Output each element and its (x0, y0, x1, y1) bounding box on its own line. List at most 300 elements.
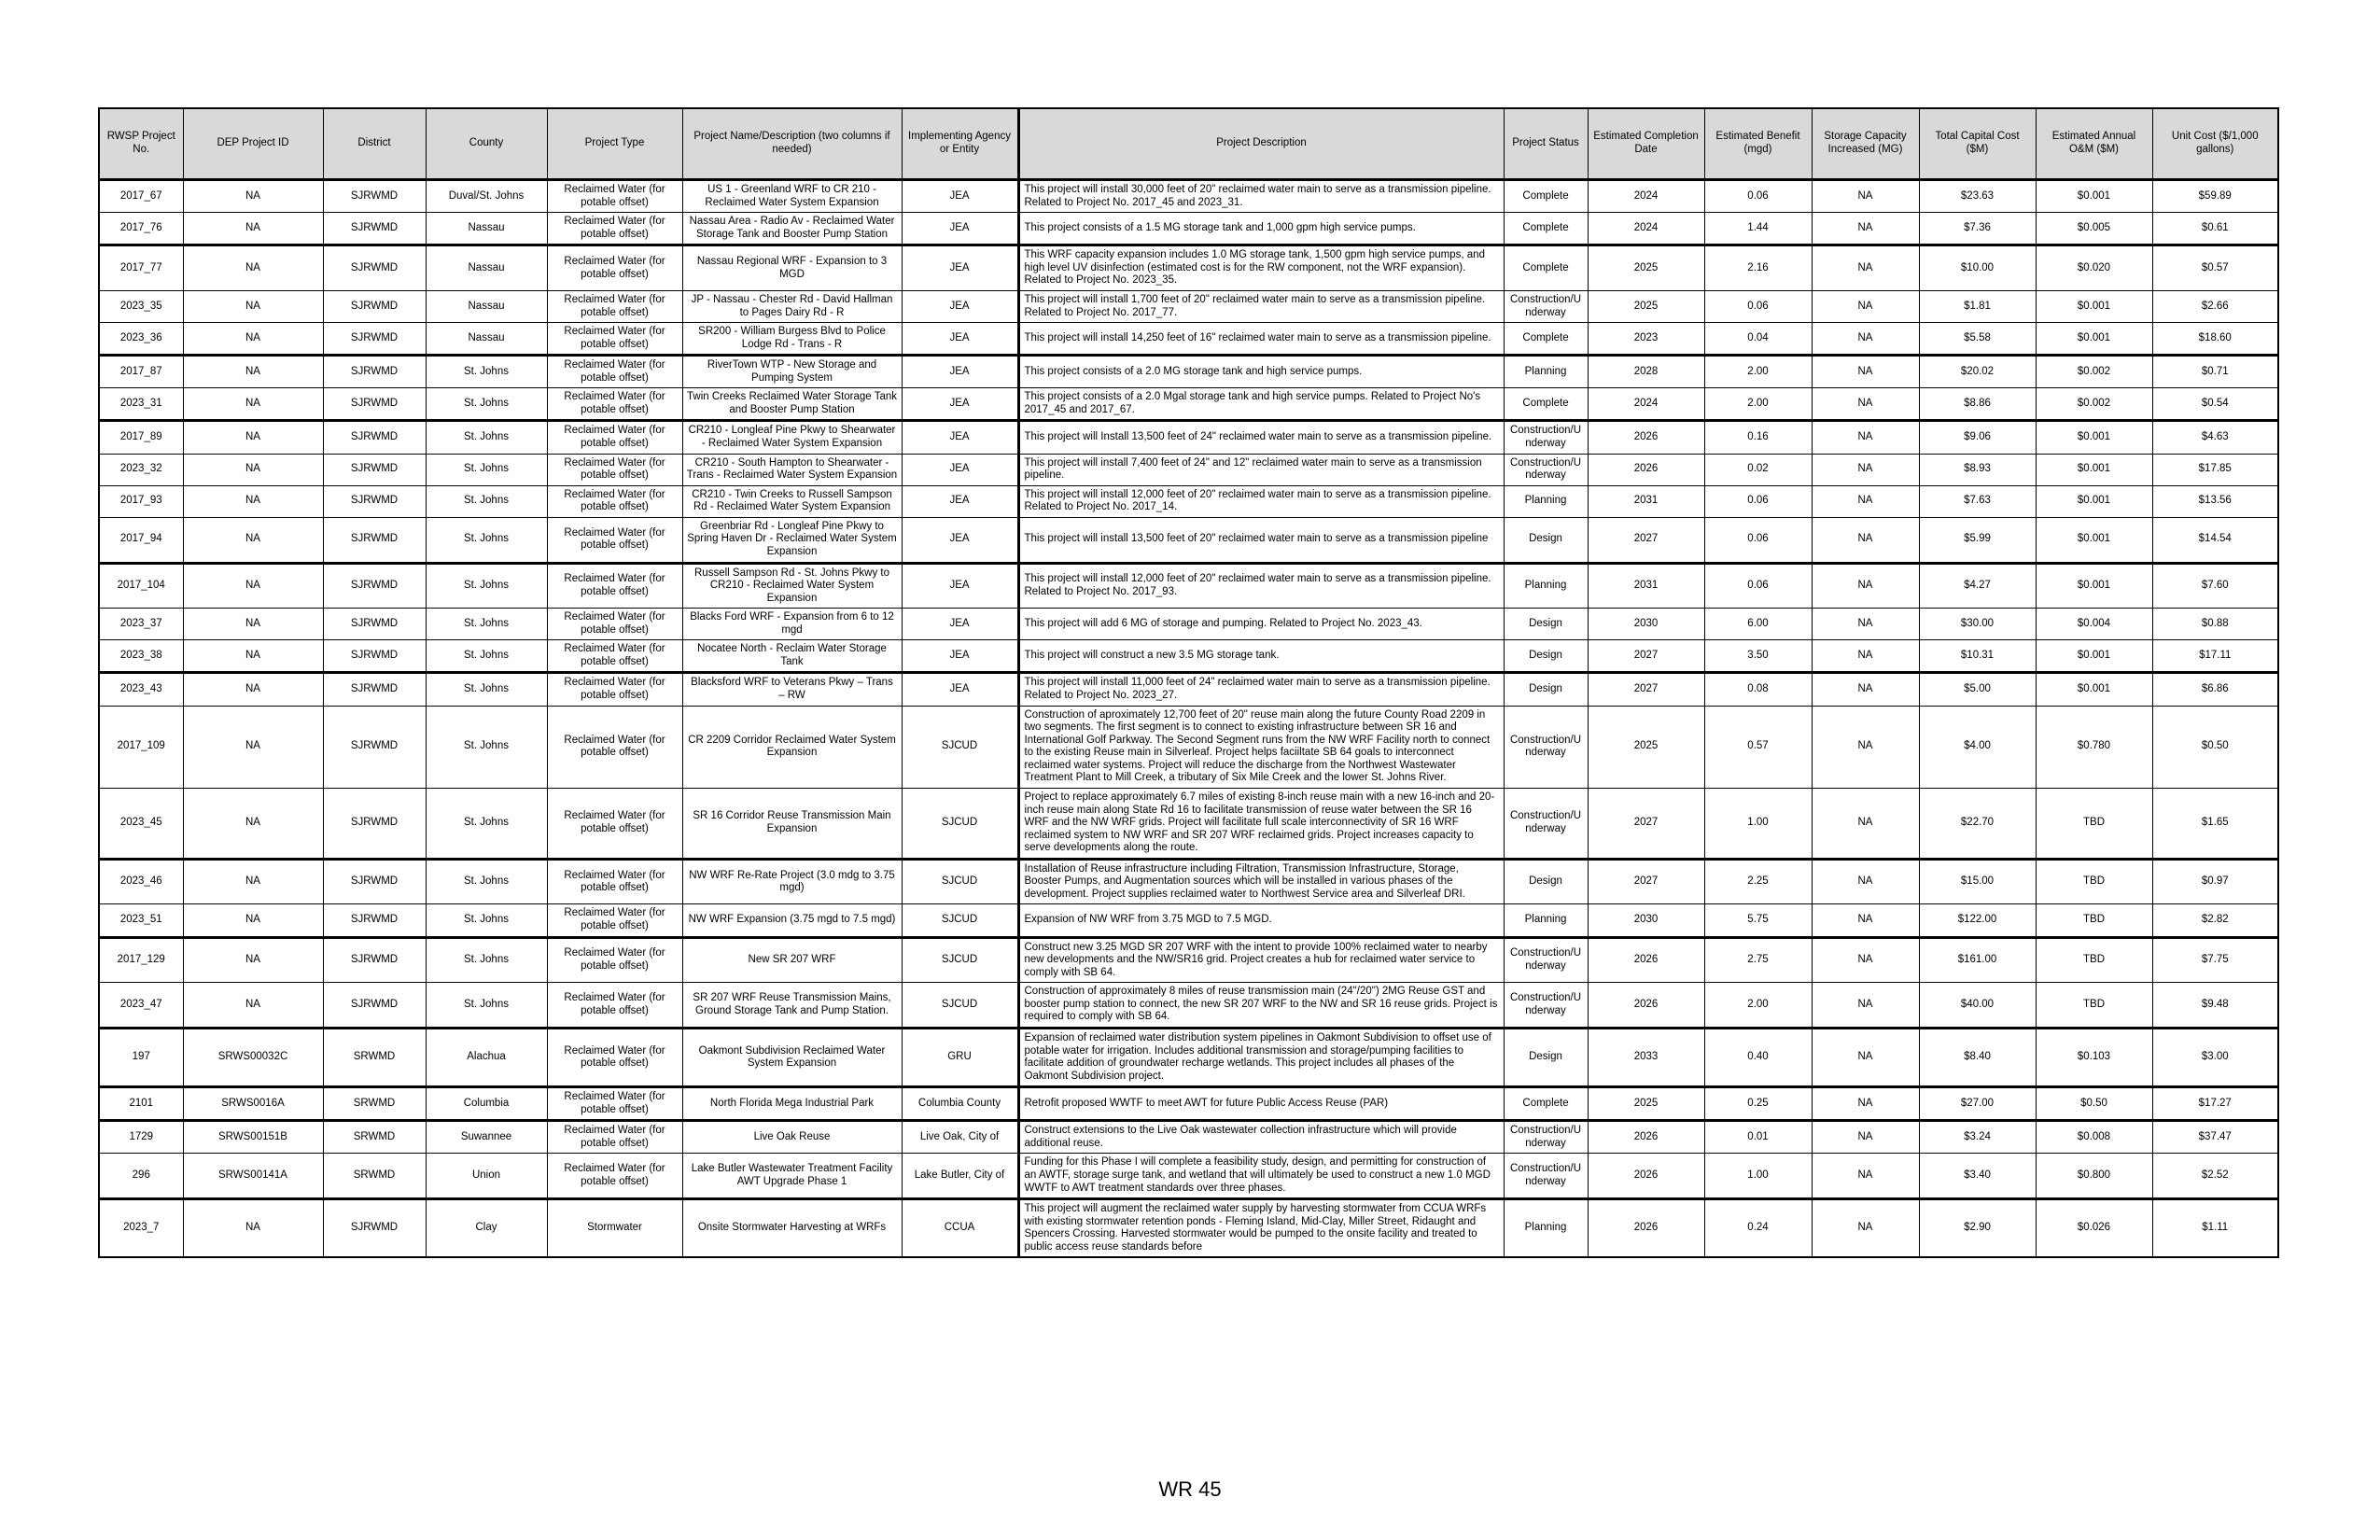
cell-benefit: 3.50 (1704, 640, 1812, 673)
cell-description: This project consists of a 2.0 MG storage tank and high service pumps. (1018, 356, 1504, 388)
cell-name: Lake Butler Wastewater Treatment Facility AWT Upgrade Phase 1 (682, 1154, 902, 1199)
cell-description: Funding for this Phase I will complete a feasibility study, design, and permitting for construction of an AWTF, storage surge tank, and wetland that will ultimately be used to construct a new 1.0 MGD WWTF to AWT treatment standards over three phases. (1018, 1154, 1504, 1199)
cell-benefit: 1.00 (1704, 788, 1812, 859)
cell-name: SR 16 Corridor Reuse Transmission Main Expansion (682, 788, 902, 859)
cell-dep_id: SRWS00151B (183, 1121, 323, 1154)
cell-county: St. Johns (426, 609, 547, 640)
cell-county: Duval/St. Johns (426, 180, 547, 213)
cell-name: RiverTown WTP - New Storage and Pumping System (682, 356, 902, 388)
cell-district: SJRWMD (323, 609, 426, 640)
cell-district: SJRWMD (323, 640, 426, 673)
cell-om: TBD (2036, 937, 2152, 983)
cell-district: SRWMD (323, 1028, 426, 1086)
cell-name: Nocatee North - Reclaim Water Storage Tank (682, 640, 902, 673)
cell-name: CR210 - Longleaf Pine Pkwy to Shearwater - Reclaimed Water System Expansion (682, 421, 902, 454)
cell-rwsp_no: 197 (99, 1028, 183, 1086)
cell-dep_id: NA (183, 388, 323, 421)
column-header-benefit: Estimated Benefit (mgd) (1704, 108, 1812, 180)
table-row (99, 1154, 2278, 1199)
cell-dep_id: NA (183, 180, 323, 213)
cell-completion: 2024 (1588, 388, 1704, 421)
cell-unit_cost: $3.00 (2152, 1028, 2278, 1086)
table-row (99, 673, 2278, 706)
column-header-description: Project Description (1018, 108, 1504, 180)
cell-capital: $3.40 (1919, 1154, 2036, 1199)
cell-county: Union (426, 1154, 547, 1199)
cell-status: Complete (1504, 388, 1588, 421)
column-header-type: Project Type (547, 108, 682, 180)
cell-unit_cost: $0.61 (2152, 213, 2278, 245)
cell-description: This project will install 7,400 feet of 24" and 12" reclaimed water main to serve as a transmission pipeline. (1018, 454, 1504, 485)
cell-benefit: 0.01 (1704, 1121, 1812, 1154)
table-row (99, 421, 2278, 454)
cell-capital: $22.70 (1919, 788, 2036, 859)
cell-completion: 2030 (1588, 904, 1704, 937)
cell-unit_cost: $2.52 (2152, 1154, 2278, 1199)
cell-dep_id: NA (183, 356, 323, 388)
cell-name: Onsite Stormwater Harvesting at WRFs (682, 1199, 902, 1258)
cell-capital: $7.36 (1919, 213, 2036, 245)
cell-agency: JEA (902, 356, 1018, 388)
cell-storage: NA (1812, 788, 1919, 859)
cell-storage: NA (1812, 937, 1919, 983)
cell-type: Stormwater (547, 1199, 682, 1258)
page-number: WR 45 (1158, 1477, 1222, 1501)
cell-status: Construction/Underway (1504, 983, 1588, 1029)
cell-unit_cost: $6.86 (2152, 673, 2278, 706)
column-header-dep_id: DEP Project ID (183, 108, 323, 180)
cell-storage: NA (1812, 563, 1919, 609)
cell-capital: $5.58 (1919, 323, 2036, 356)
cell-rwsp_no: 2101 (99, 1087, 183, 1121)
cell-om: $0.001 (2036, 180, 2152, 213)
cell-type: Reclaimed Water (for potable offset) (547, 323, 682, 356)
cell-benefit: 1.44 (1704, 213, 1812, 245)
cell-agency: JEA (902, 213, 1018, 245)
cell-agency: JEA (902, 323, 1018, 356)
table-row (99, 859, 2278, 904)
cell-status: Construction/Underway (1504, 421, 1588, 454)
cell-county: St. Johns (426, 517, 547, 563)
cell-type: Reclaimed Water (for potable offset) (547, 421, 682, 454)
cell-rwsp_no: 296 (99, 1154, 183, 1199)
cell-district: SJRWMD (323, 485, 426, 517)
cell-county: Suwannee (426, 1121, 547, 1154)
cell-unit_cost: $7.60 (2152, 563, 2278, 609)
cell-agency: JEA (902, 454, 1018, 485)
table-body (99, 180, 2278, 1258)
cell-unit_cost: $37.47 (2152, 1121, 2278, 1154)
cell-completion: 2031 (1588, 563, 1704, 609)
cell-om: TBD (2036, 859, 2152, 904)
cell-rwsp_no: 2023_51 (99, 904, 183, 937)
cell-county: St. Johns (426, 454, 547, 485)
cell-completion: 2025 (1588, 245, 1704, 291)
cell-storage: NA (1812, 245, 1919, 291)
cell-completion: 2023 (1588, 323, 1704, 356)
cell-completion: 2026 (1588, 1121, 1704, 1154)
cell-benefit: 2.25 (1704, 859, 1812, 904)
column-header-district: District (323, 108, 426, 180)
cell-name: NW WRF Expansion (3.75 mgd to 7.5 mgd) (682, 904, 902, 937)
cell-status: Planning (1504, 1199, 1588, 1258)
cell-name: Nassau Regional WRF - Expansion to 3 MGD (682, 245, 902, 291)
cell-description: Construction of approximately 8 miles of reuse transmission main (24"/20") 2MG Reuse GST and booster pump station to connect, the new SR 207 WRF to the NW and SR 16 reuse grids. Project is required to comply with SB 64. (1018, 983, 1504, 1029)
cell-type: Reclaimed Water (for potable offset) (547, 640, 682, 673)
cell-type: Reclaimed Water (for potable offset) (547, 983, 682, 1029)
column-header-agency: Implementing Agency or Entity (902, 108, 1018, 180)
cell-unit_cost: $18.60 (2152, 323, 2278, 356)
cell-description: This project will augment the reclaimed water supply by harvesting stormwater from CCUA WRFs with existing stormwater retention ponds - Fleming Island, Mid-Clay, Miller Street, Ridaught and Spencers Crossing. Harvested stormwater would be pumped to the onsite facility and treated to public access reuse standards before (1018, 1199, 1504, 1258)
cell-district: SRWMD (323, 1087, 426, 1121)
cell-storage: NA (1812, 859, 1919, 904)
cell-dep_id: NA (183, 485, 323, 517)
cell-storage: NA (1812, 323, 1919, 356)
cell-district: SJRWMD (323, 323, 426, 356)
cell-county: St. Johns (426, 356, 547, 388)
cell-type: Reclaimed Water (for potable offset) (547, 356, 682, 388)
cell-unit_cost: $13.56 (2152, 485, 2278, 517)
cell-benefit: 0.06 (1704, 517, 1812, 563)
cell-om: TBD (2036, 983, 2152, 1029)
cell-capital: $3.24 (1919, 1121, 2036, 1154)
cell-type: Reclaimed Water (for potable offset) (547, 1028, 682, 1086)
cell-county: Columbia (426, 1087, 547, 1121)
cell-storage: NA (1812, 673, 1919, 706)
cell-type: Reclaimed Water (for potable offset) (547, 517, 682, 563)
cell-om: $0.001 (2036, 517, 2152, 563)
cell-benefit: 0.08 (1704, 673, 1812, 706)
cell-dep_id: NA (183, 609, 323, 640)
table-row (99, 180, 2278, 213)
cell-storage: NA (1812, 1199, 1919, 1258)
cell-storage: NA (1812, 1154, 1919, 1199)
cell-status: Planning (1504, 563, 1588, 609)
table-row (99, 937, 2278, 983)
cell-county: Alachua (426, 1028, 547, 1086)
cell-storage: NA (1812, 904, 1919, 937)
cell-agency: SJCUD (902, 904, 1018, 937)
cell-storage: NA (1812, 517, 1919, 563)
cell-capital: $4.27 (1919, 563, 2036, 609)
cell-rwsp_no: 2023_38 (99, 640, 183, 673)
cell-rwsp_no: 2023_47 (99, 983, 183, 1029)
cell-district: SJRWMD (323, 356, 426, 388)
cell-benefit: 0.24 (1704, 1199, 1812, 1258)
cell-unit_cost: $0.57 (2152, 245, 2278, 291)
cell-capital: $40.00 (1919, 983, 2036, 1029)
cell-name: CR 2209 Corridor Reclaimed Water System Expansion (682, 706, 902, 788)
cell-county: Clay (426, 1199, 547, 1258)
cell-unit_cost: $59.89 (2152, 180, 2278, 213)
cell-description: This project consists of a 2.0 Mgal storage tank and high service pumps. Related to Project No's 2017_45 and 2017_67. (1018, 388, 1504, 421)
cell-benefit: 0.06 (1704, 290, 1812, 322)
table-row (99, 323, 2278, 356)
cell-storage: NA (1812, 388, 1919, 421)
cell-om: TBD (2036, 904, 2152, 937)
cell-county: St. Johns (426, 485, 547, 517)
cell-status: Construction/Underway (1504, 706, 1588, 788)
cell-completion: 2027 (1588, 859, 1704, 904)
cell-storage: NA (1812, 1121, 1919, 1154)
cell-completion: 2027 (1588, 788, 1704, 859)
cell-om: $0.001 (2036, 454, 2152, 485)
cell-description: Project to replace approximately 6.7 miles of existing 8-inch reuse main with a new 16-inch and 20-inch reuse main along State Rd 16 to facilitate transmission of reuse water between the SR 16 WRF and the NW WRF grids. Project will facilitate full scale interconnectivity of SR 16 WRF reclaimed system to NW WRF and SR 207 WRF reclaimed grids. Project increases capacity to serve developments along the route. (1018, 788, 1504, 859)
cell-agency: JEA (902, 245, 1018, 291)
cell-county: St. Johns (426, 983, 547, 1029)
cell-status: Complete (1504, 245, 1588, 291)
cell-district: SJRWMD (323, 517, 426, 563)
cell-rwsp_no: 2017_109 (99, 706, 183, 788)
cell-storage: NA (1812, 454, 1919, 485)
cell-agency: Live Oak, City of (902, 1121, 1018, 1154)
cell-om: TBD (2036, 788, 2152, 859)
cell-capital: $8.93 (1919, 454, 2036, 485)
cell-storage: NA (1812, 983, 1919, 1029)
cell-name: Russell Sampson Rd - St. Johns Pkwy to CR210 - Reclaimed Water System Expansion (682, 563, 902, 609)
table-row (99, 1121, 2278, 1154)
cell-district: SRWMD (323, 1121, 426, 1154)
cell-om: $0.001 (2036, 290, 2152, 322)
cell-benefit: 6.00 (1704, 609, 1812, 640)
cell-county: St. Johns (426, 788, 547, 859)
cell-storage: NA (1812, 640, 1919, 673)
cell-description: This project will install 12,000 feet of 20" reclaimed water main to serve as a transmission pipeline. Related to Project No. 2017_14. (1018, 485, 1504, 517)
cell-om: $0.001 (2036, 673, 2152, 706)
cell-agency: JEA (902, 485, 1018, 517)
cell-name: CR210 - Twin Creeks to Russell Sampson Rd - Reclaimed Water System Expansion (682, 485, 902, 517)
cell-om: $0.001 (2036, 563, 2152, 609)
cell-storage: NA (1812, 609, 1919, 640)
cell-om: $0.026 (2036, 1199, 2152, 1258)
cell-county: St. Johns (426, 388, 547, 421)
cell-district: SJRWMD (323, 788, 426, 859)
cell-description: This project will install 1,700 feet of 20" reclaimed water main to serve as a transmission pipeline. Related to Project No. 2017_77. (1018, 290, 1504, 322)
cell-type: Reclaimed Water (for potable offset) (547, 213, 682, 245)
cell-county: Nassau (426, 290, 547, 322)
cell-rwsp_no: 2023_31 (99, 388, 183, 421)
cell-benefit: 0.16 (1704, 421, 1812, 454)
cell-storage: NA (1812, 290, 1919, 322)
cell-status: Planning (1504, 485, 1588, 517)
table-row (99, 454, 2278, 485)
cell-completion: 2026 (1588, 1154, 1704, 1199)
cell-agency: JEA (902, 290, 1018, 322)
cell-rwsp_no: 2017_89 (99, 421, 183, 454)
cell-agency: JEA (902, 673, 1018, 706)
cell-type: Reclaimed Water (for potable offset) (547, 388, 682, 421)
cell-storage: NA (1812, 1028, 1919, 1086)
cell-status: Planning (1504, 904, 1588, 937)
cell-type: Reclaimed Water (for potable offset) (547, 1154, 682, 1199)
cell-agency: JEA (902, 421, 1018, 454)
cell-district: SJRWMD (323, 859, 426, 904)
cell-district: SJRWMD (323, 937, 426, 983)
cell-agency: JEA (902, 609, 1018, 640)
cell-county: Nassau (426, 245, 547, 291)
cell-benefit: 0.40 (1704, 1028, 1812, 1086)
cell-name: Oakmont Subdivision Reclaimed Water System Expansion (682, 1028, 902, 1086)
cell-benefit: 1.00 (1704, 1154, 1812, 1199)
cell-status: Design (1504, 1028, 1588, 1086)
cell-dep_id: NA (183, 1199, 323, 1258)
cell-om: $0.020 (2036, 245, 2152, 291)
cell-completion: 2027 (1588, 517, 1704, 563)
table-row (99, 788, 2278, 859)
table-row (99, 485, 2278, 517)
cell-capital: $4.00 (1919, 706, 2036, 788)
cell-unit_cost: $0.50 (2152, 706, 2278, 788)
cell-name: JP - Nassau - Chester Rd - David Hallman to Pages Dairy Rd - R (682, 290, 902, 322)
cell-storage: NA (1812, 485, 1919, 517)
table-row (99, 1199, 2278, 1258)
cell-storage: NA (1812, 356, 1919, 388)
cell-description: This project will Install 13,500 feet of 24" reclaimed water main to serve as a transmission pipeline. (1018, 421, 1504, 454)
cell-agency: CCUA (902, 1199, 1018, 1258)
cell-dep_id: NA (183, 563, 323, 609)
cell-dep_id: NA (183, 290, 323, 322)
cell-capital: $27.00 (1919, 1087, 2036, 1121)
cell-om: $0.103 (2036, 1028, 2152, 1086)
cell-county: St. Johns (426, 937, 547, 983)
cell-unit_cost: $4.63 (2152, 421, 2278, 454)
cell-description: This project will install 14,250 feet of 16" reclaimed water main to serve as a transmission pipeline. (1018, 323, 1504, 356)
cell-type: Reclaimed Water (for potable offset) (547, 937, 682, 983)
cell-description: Installation of Reuse infrastructure including Filtration, Transmission Infrastructure, Storage, Booster Pumps, and Augmentation sources which will be installed in various phases of the development. Project supplies reclaimed water to Northwest Service area and Silverleaf DRI. (1018, 859, 1504, 904)
cell-rwsp_no: 2017_67 (99, 180, 183, 213)
cell-status: Design (1504, 517, 1588, 563)
cell-completion: 2026 (1588, 454, 1704, 485)
cell-completion: 2024 (1588, 213, 1704, 245)
table-row (99, 904, 2278, 937)
cell-agency: Columbia County (902, 1087, 1018, 1121)
cell-county: Nassau (426, 213, 547, 245)
cell-rwsp_no: 2023_32 (99, 454, 183, 485)
cell-agency: SJCUD (902, 983, 1018, 1029)
cell-completion: 2026 (1588, 421, 1704, 454)
cell-capital: $10.31 (1919, 640, 2036, 673)
cell-benefit: 2.75 (1704, 937, 1812, 983)
table-row (99, 1087, 2278, 1121)
cell-name: SR 207 WRF Reuse Transmission Mains, Ground Storage Tank and Pump Station. (682, 983, 902, 1029)
cell-dep_id: SRWS0016A (183, 1087, 323, 1121)
cell-capital: $161.00 (1919, 937, 2036, 983)
cell-description: This project will install 13,500 feet of 20" reclaimed water main to serve as a transmission pipeline (1018, 517, 1504, 563)
cell-om: $0.001 (2036, 640, 2152, 673)
cell-capital: $9.06 (1919, 421, 2036, 454)
cell-status: Construction/Underway (1504, 1154, 1588, 1199)
cell-om: $0.001 (2036, 421, 2152, 454)
cell-completion: 2026 (1588, 1199, 1704, 1258)
column-header-completion: Estimated Completion Date (1588, 108, 1704, 180)
cell-name: North Florida Mega Industrial Park (682, 1087, 902, 1121)
cell-district: SJRWMD (323, 388, 426, 421)
cell-district: SJRWMD (323, 563, 426, 609)
cell-storage: NA (1812, 1087, 1919, 1121)
cell-county: St. Johns (426, 904, 547, 937)
cell-unit_cost: $14.54 (2152, 517, 2278, 563)
cell-completion: 2024 (1588, 180, 1704, 213)
table-row (99, 290, 2278, 322)
cell-district: SJRWMD (323, 673, 426, 706)
cell-description: Expansion of reclaimed water distribution system pipelines in Oakmont Subdivision to offset use of potable water for irrigation. Includes additional transmission and storage/pumping facilities to facilitate addition of groundwater recharge wetlands. This project includes all phases of the Oakmont Subdivision project. (1018, 1028, 1504, 1086)
cell-description: Construction of aproximately 12,700 feet of 20" reuse main along the future County Road 2209 in two segments. The first segment is to connect to existing infrastructure between SR 16 and International Golf Parkway. The Second Segment runs from the NW WRF Facility north to connect to the existing Reuse main in Silverleaf. Project helps faciiltate SB 64 goals to interconnect reclaimed water systems. Project will reduce the discharge from the Northwest Wastewater Treatment Plant to Mill Creek, a tributary of Six Mile Creek and the lower St. Johns River. (1018, 706, 1504, 788)
cell-dep_id: NA (183, 788, 323, 859)
cell-name: Greenbriar Rd - Longleaf Pine Pkwy to Spring Haven Dr - Reclaimed Water System Expansion (682, 517, 902, 563)
table-row (99, 517, 2278, 563)
table-row (99, 388, 2278, 421)
cell-unit_cost: $1.11 (2152, 1199, 2278, 1258)
cell-name: US 1 - Greenland WRF to CR 210 - Reclaimed Water System Expansion (682, 180, 902, 213)
cell-type: Reclaimed Water (for potable offset) (547, 290, 682, 322)
cell-description: Construct new 3.25 MGD SR 207 WRF with the intent to provide 100% reclaimed water to nearby new developments and the NW/SR16 grid. Project creates a hub for reclaimed water service to comply with SB 64. (1018, 937, 1504, 983)
cell-benefit: 5.75 (1704, 904, 1812, 937)
cell-storage: NA (1812, 706, 1919, 788)
cell-status: Complete (1504, 180, 1588, 213)
cell-agency: JEA (902, 640, 1018, 673)
cell-unit_cost: $0.54 (2152, 388, 2278, 421)
cell-completion: 2025 (1588, 1087, 1704, 1121)
cell-completion: 2026 (1588, 983, 1704, 1029)
cell-unit_cost: $17.27 (2152, 1087, 2278, 1121)
cell-dep_id: NA (183, 323, 323, 356)
cell-om: $0.50 (2036, 1087, 2152, 1121)
cell-status: Construction/Underway (1504, 454, 1588, 485)
cell-county: St. Johns (426, 859, 547, 904)
cell-rwsp_no: 2017_76 (99, 213, 183, 245)
table-row (99, 640, 2278, 673)
cell-status: Complete (1504, 1087, 1588, 1121)
cell-name: SR200 - William Burgess Blvd to Police Lodge Rd - Trans - R (682, 323, 902, 356)
cell-completion: 2027 (1588, 640, 1704, 673)
cell-capital: $1.81 (1919, 290, 2036, 322)
cell-dep_id: NA (183, 673, 323, 706)
cell-dep_id: SRWS00141A (183, 1154, 323, 1199)
cell-agency: SJCUD (902, 706, 1018, 788)
cell-capital: $5.99 (1919, 517, 2036, 563)
cell-completion: 2025 (1588, 706, 1704, 788)
table-row (99, 213, 2278, 245)
cell-rwsp_no: 2017_94 (99, 517, 183, 563)
cell-agency: GRU (902, 1028, 1018, 1086)
table-row (99, 356, 2278, 388)
cell-county: St. Johns (426, 421, 547, 454)
cell-type: Reclaimed Water (for potable offset) (547, 245, 682, 291)
cell-om: $0.001 (2036, 485, 2152, 517)
cell-capital: $20.02 (1919, 356, 2036, 388)
cell-district: SJRWMD (323, 421, 426, 454)
cell-unit_cost: $17.85 (2152, 454, 2278, 485)
cell-agency: SJCUD (902, 937, 1018, 983)
column-header-om: Estimated Annual O&M ($M) (2036, 108, 2152, 180)
cell-agency: JEA (902, 388, 1018, 421)
cell-benefit: 2.00 (1704, 388, 1812, 421)
column-header-rwsp_no: RWSP Project No. (99, 108, 183, 180)
cell-dep_id: NA (183, 983, 323, 1029)
cell-rwsp_no: 2017_93 (99, 485, 183, 517)
cell-name: Twin Creeks Reclaimed Water Storage Tank and Booster Pump Station (682, 388, 902, 421)
cell-benefit: 2.16 (1704, 245, 1812, 291)
cell-agency: SJCUD (902, 859, 1018, 904)
cell-rwsp_no: 2023_45 (99, 788, 183, 859)
cell-description: This WRF capacity expansion includes 1.0 MG storage tank, 1,500 gpm high service pumps, and high level UV disinfection (estimated cost is for the RW component, not the WRF expansion). Related to Project No. 2023_35. (1018, 245, 1504, 291)
cell-rwsp_no: 2023_37 (99, 609, 183, 640)
cell-agency: Lake Butler, City of (902, 1154, 1018, 1199)
cell-type: Reclaimed Water (for potable offset) (547, 788, 682, 859)
cell-type: Reclaimed Water (for potable offset) (547, 1121, 682, 1154)
cell-status: Complete (1504, 213, 1588, 245)
cell-district: SRWMD (323, 1154, 426, 1199)
